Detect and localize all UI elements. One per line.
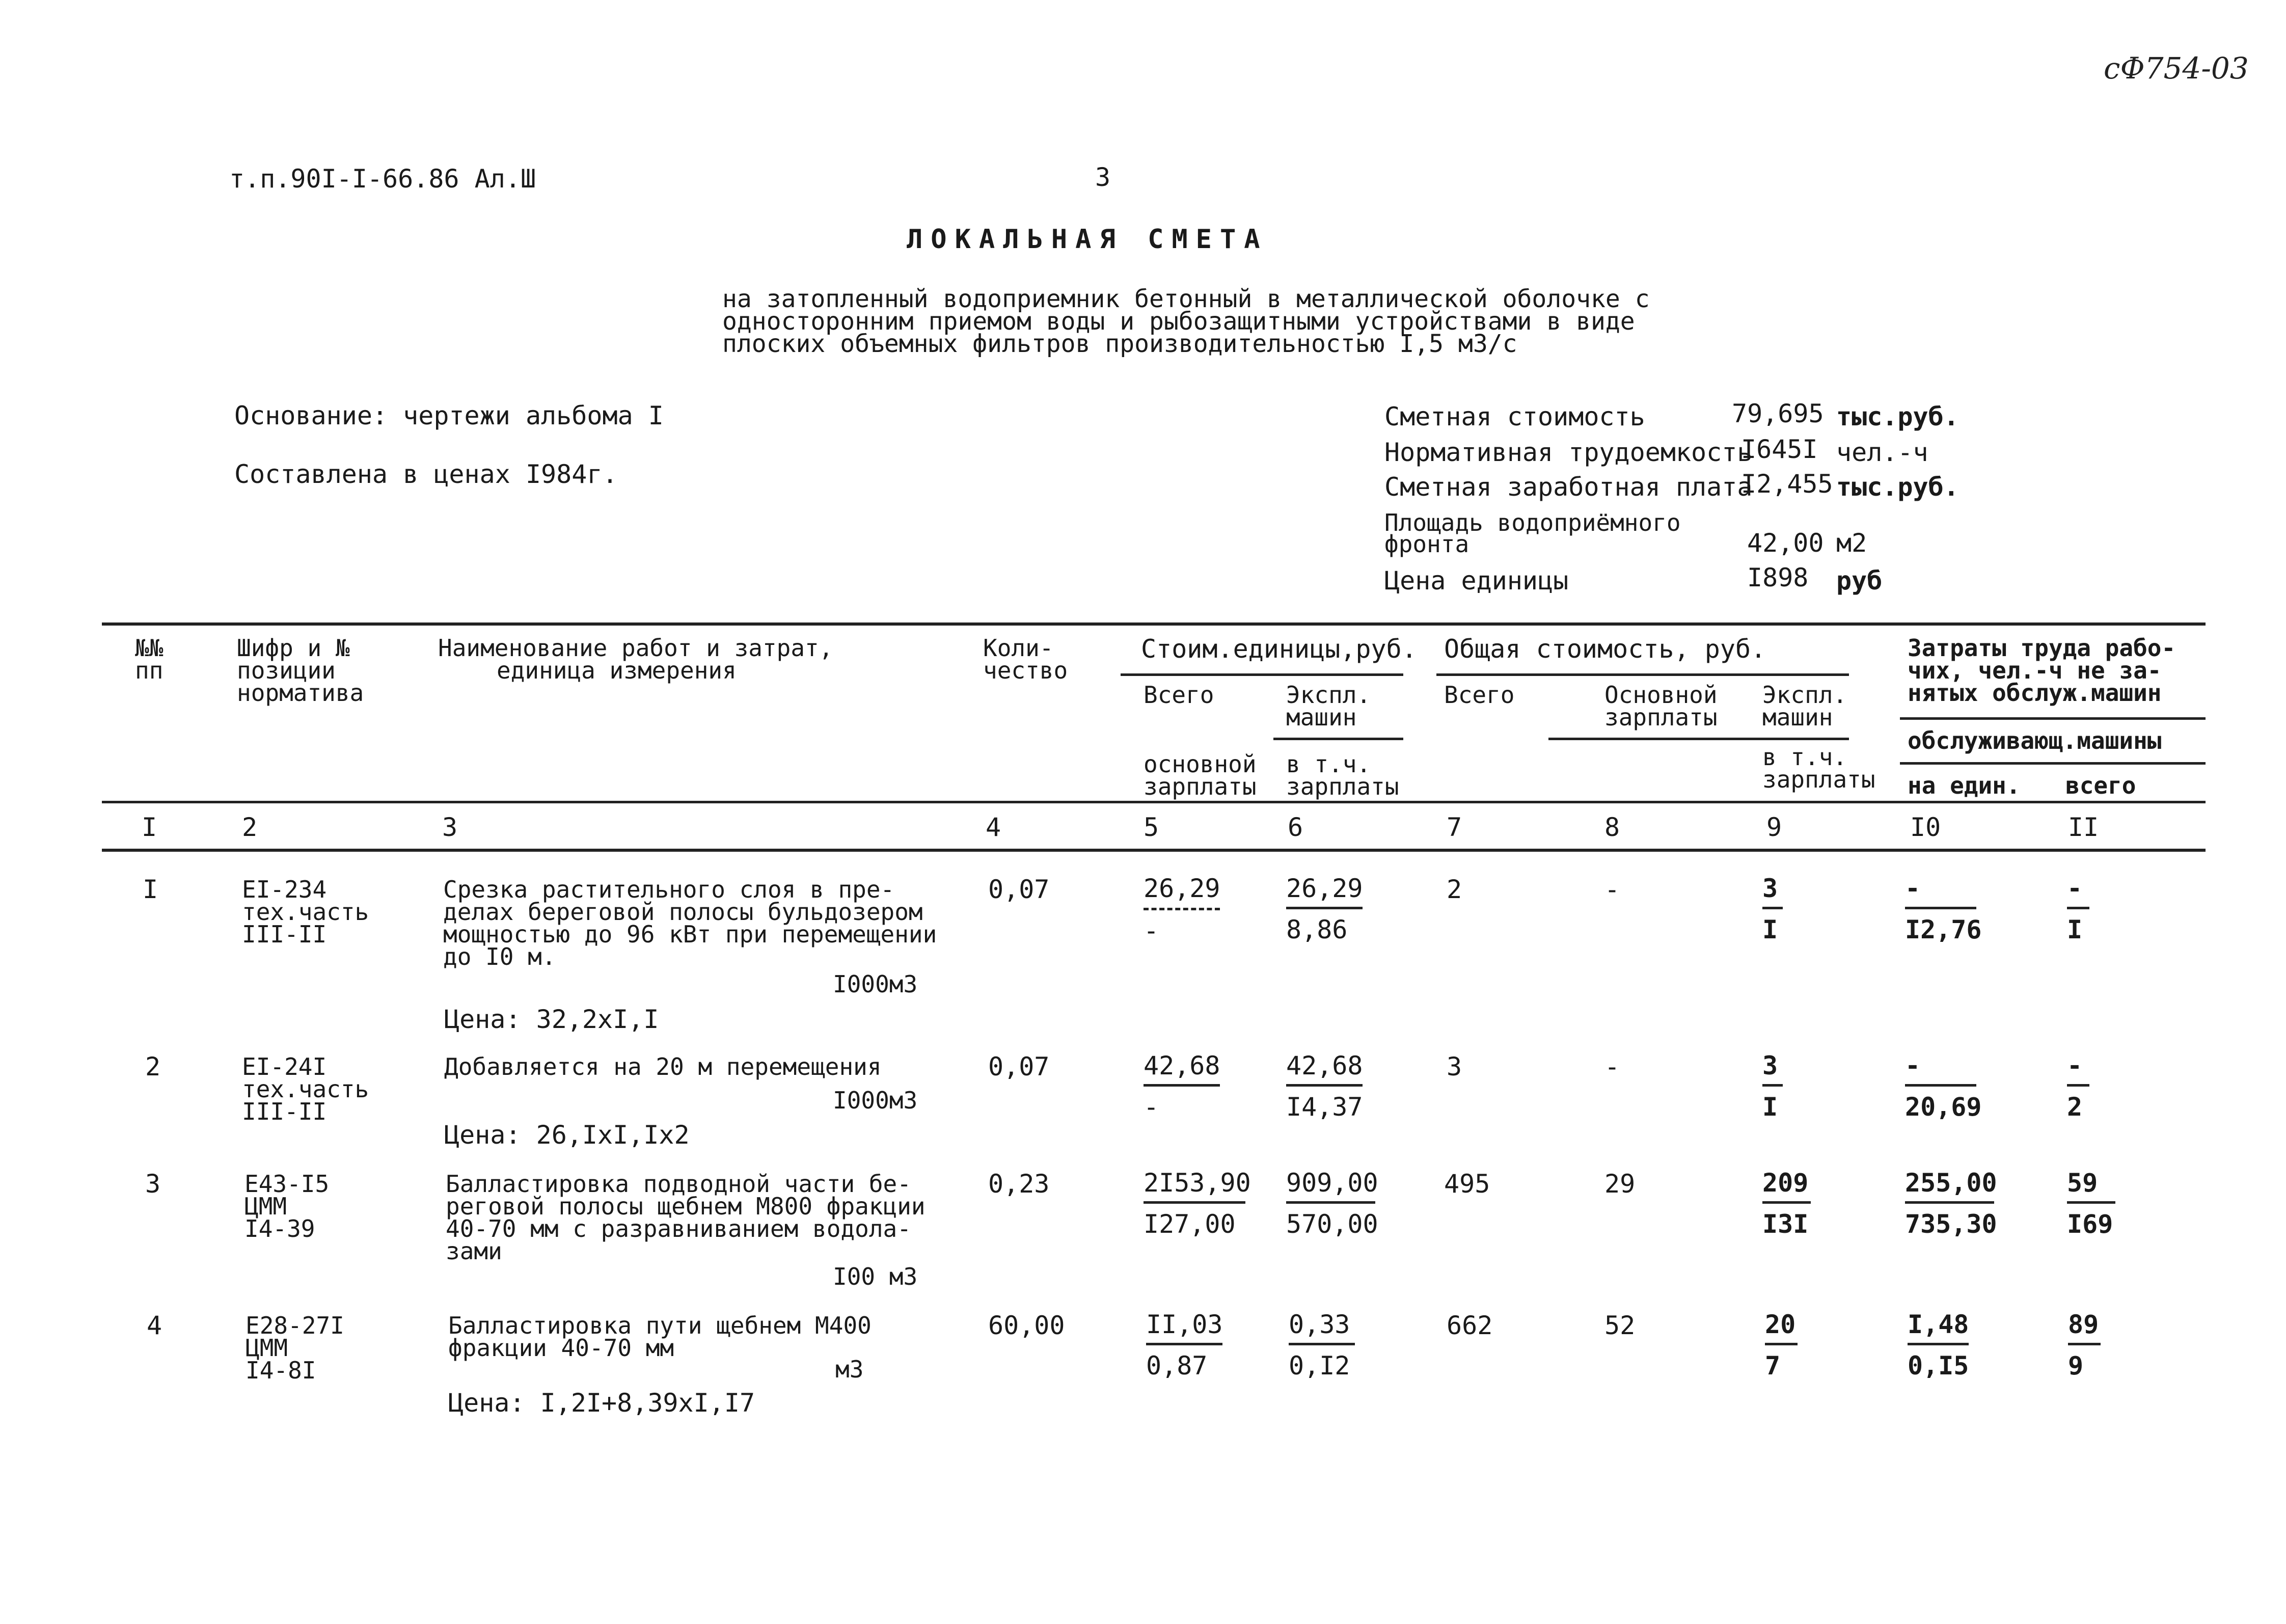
name-line: 40-70 мм с разравниванием водола- bbox=[446, 1215, 911, 1242]
row-unit: I000м3 bbox=[833, 1087, 918, 1114]
labor-per-unit-fraction bbox=[1905, 874, 1982, 944]
header-subrule bbox=[1121, 673, 1403, 676]
summary-label: фронта bbox=[1384, 530, 1469, 558]
fraction-bar bbox=[1286, 907, 1363, 909]
fraction-dash bbox=[1144, 908, 1220, 910]
fraction-bar bbox=[1286, 1084, 1363, 1087]
summary-value: I645I bbox=[1741, 435, 1818, 464]
header-text: зарплаты bbox=[1286, 773, 1399, 800]
code-line: E28-27I bbox=[246, 1312, 344, 1339]
unit-wage: I27,00 bbox=[1144, 1209, 1236, 1239]
total-machines-fraction bbox=[1762, 1052, 1783, 1120]
header-col-name bbox=[438, 634, 833, 684]
unit-machines: 0,33 bbox=[1289, 1310, 1350, 1339]
total-machines: 3 bbox=[1762, 1051, 1778, 1080]
labor-total-top: 59 bbox=[2067, 1168, 2098, 1198]
unit-wage: 0,87 bbox=[1146, 1351, 1208, 1381]
row-number: 4 bbox=[147, 1311, 162, 1340]
archive-stamp: сФ754-03 bbox=[2104, 51, 2249, 86]
unit-machines-wage: 0,I2 bbox=[1289, 1351, 1350, 1381]
document-reference: т.п.90I-I-66.86 Ал.Ш bbox=[229, 164, 536, 194]
unit-cost-fraction bbox=[1144, 1168, 1251, 1239]
labor-total-bottom: I69 bbox=[2067, 1209, 2113, 1239]
total-machines-fraction bbox=[1762, 1170, 1811, 1237]
code-line: I4-8I bbox=[246, 1357, 316, 1384]
summary-label: Цена единицы bbox=[1384, 566, 1569, 596]
labor-total-fraction bbox=[2067, 875, 2089, 943]
column-numbers-rule bbox=[102, 849, 2206, 852]
unit-cost-fraction bbox=[1146, 1311, 1222, 1379]
header-text: Основной bbox=[1604, 681, 1718, 709]
header-text: №№ bbox=[135, 634, 164, 662]
row-price: Цена: 32,2xI,I bbox=[444, 1005, 659, 1034]
header-text: в т.ч. bbox=[1286, 750, 1371, 778]
header-total-all: Всего bbox=[1444, 681, 1515, 709]
row-code bbox=[246, 1314, 344, 1382]
header-labor-per-unit: на един. bbox=[1908, 772, 2021, 799]
name-line: до I0 м. bbox=[443, 943, 556, 970]
fraction-bar bbox=[2067, 1084, 2089, 1087]
header-text: нятых обслуж.машин bbox=[1908, 679, 2162, 707]
labor-total-fraction bbox=[2068, 1311, 2101, 1379]
column-number: I bbox=[142, 813, 157, 842]
code-line: E43-I5 bbox=[244, 1170, 330, 1198]
header-col-code bbox=[237, 634, 364, 707]
header-text: Коли- bbox=[983, 634, 1054, 662]
summary-unit: руб bbox=[1836, 566, 1883, 596]
summary-unit: чел.-ч bbox=[1836, 438, 1928, 467]
unit-machines: 42,68 bbox=[1286, 1051, 1363, 1080]
unit-machines-fraction bbox=[1286, 1168, 1378, 1239]
total-machines: 20 bbox=[1765, 1310, 1796, 1339]
row-price: Цена: 26,IxI,Ix2 bbox=[444, 1120, 690, 1150]
header-subrule bbox=[1548, 738, 1849, 740]
column-number: 4 bbox=[986, 813, 1001, 842]
column-number: 5 bbox=[1144, 813, 1159, 842]
summary-unit: тыс.руб. bbox=[1836, 472, 1959, 502]
prices-year-text: Составлена в ценах I984г. bbox=[234, 459, 618, 489]
unit-wage: - bbox=[1144, 1092, 1159, 1122]
header-text: норматива bbox=[237, 679, 364, 707]
header-unit-cost: Стоим.единицы,руб. bbox=[1141, 634, 1417, 664]
header-text: зарплаты bbox=[1762, 766, 1875, 793]
header-text: зарплаты bbox=[1144, 773, 1257, 800]
fraction-bar bbox=[1908, 1343, 1969, 1345]
row-quantity: 60,00 bbox=[988, 1311, 1065, 1340]
fraction-bar bbox=[1144, 1201, 1245, 1204]
total-machines: 209 bbox=[1762, 1168, 1809, 1198]
labor-total-bottom: 9 bbox=[2068, 1351, 2084, 1381]
header-labor-total: всего bbox=[2065, 772, 2136, 799]
header-text: позиции bbox=[237, 657, 336, 684]
header-text: пп bbox=[135, 657, 164, 684]
unit-machines: 909,00 bbox=[1286, 1168, 1378, 1198]
row-name bbox=[446, 1170, 926, 1265]
unit-machines-wage: 570,00 bbox=[1286, 1209, 1378, 1239]
summary-label: Сметная стоимость bbox=[1384, 402, 1645, 431]
column-number: 2 bbox=[242, 813, 258, 842]
name-line: Балластировка подводной части бе- bbox=[446, 1170, 911, 1198]
fraction-bar bbox=[1905, 1201, 1994, 1204]
header-subrule bbox=[1900, 717, 2206, 720]
labor-per-unit-top: - bbox=[1905, 1051, 1921, 1080]
unit-machines-fraction bbox=[1289, 1311, 1355, 1379]
row-price: Цена: I,2I+8,39xI,I7 bbox=[448, 1388, 755, 1418]
row-unit: I000м3 bbox=[833, 970, 918, 998]
total-all: 3 bbox=[1447, 1052, 1462, 1081]
summary-value: 79,695 bbox=[1732, 399, 1824, 428]
row-name bbox=[448, 1312, 872, 1362]
row-quantity: 0,07 bbox=[988, 1052, 1050, 1081]
labor-per-unit-bottom: 0,I5 bbox=[1908, 1351, 1969, 1381]
name-line: фракции 40-70 мм bbox=[448, 1334, 674, 1362]
unit-machines-wage: 8,86 bbox=[1286, 915, 1348, 944]
row-name bbox=[443, 878, 937, 968]
header-labor bbox=[1908, 634, 2176, 707]
row-number: I bbox=[143, 875, 158, 904]
header-unit-total: Всего bbox=[1144, 681, 1214, 709]
header-text: чих, чел.-ч не за- bbox=[1908, 657, 2162, 684]
row-code bbox=[242, 876, 369, 948]
header-total-wage bbox=[1604, 681, 1718, 731]
name-line: Добавляется на 20 м перемещения bbox=[444, 1053, 882, 1080]
column-number: II bbox=[2068, 813, 2099, 842]
total-all: 662 bbox=[1447, 1311, 1493, 1340]
row-unit: м3 bbox=[835, 1356, 864, 1383]
summary-unit: м2 bbox=[1836, 528, 1867, 558]
header-subrule bbox=[1900, 762, 2206, 765]
total-machines-fraction bbox=[1762, 875, 1783, 943]
fraction-bar bbox=[1905, 1084, 1976, 1087]
column-number: 6 bbox=[1288, 813, 1303, 842]
total-machines-fraction bbox=[1765, 1311, 1798, 1379]
header-text: машин bbox=[1286, 703, 1357, 731]
header-text: основной bbox=[1144, 750, 1257, 778]
unit-machines: 26,29 bbox=[1286, 874, 1363, 903]
header-subrule bbox=[1436, 673, 1849, 676]
total-all: 495 bbox=[1444, 1169, 1490, 1199]
summary-unit: тыс.руб. bbox=[1836, 402, 1959, 431]
document-subtitle bbox=[722, 285, 1650, 358]
fraction-bar bbox=[1762, 907, 1783, 909]
header-col-quantity bbox=[983, 634, 1068, 684]
header-col-number bbox=[135, 634, 164, 684]
unit-total: 26,29 bbox=[1144, 874, 1220, 903]
name-line: зами bbox=[446, 1237, 502, 1265]
name-line: Срезка растительного слоя в пре- bbox=[443, 876, 895, 903]
labor-per-unit-fraction bbox=[1908, 1311, 1969, 1379]
summary-value: I898 bbox=[1747, 563, 1809, 592]
total-all: 2 bbox=[1447, 875, 1462, 904]
header-subrule bbox=[1273, 738, 1403, 740]
labor-per-unit-bottom: I2,76 bbox=[1905, 915, 1982, 944]
header-unit-incl-wage bbox=[1286, 750, 1399, 800]
fraction-bar bbox=[1146, 1343, 1222, 1345]
labor-per-unit-top: I,48 bbox=[1908, 1310, 1969, 1339]
name-line: Балластировка пути щебнем М400 bbox=[448, 1312, 872, 1339]
header-total-cost: Общая стоимость, руб. bbox=[1444, 634, 1766, 664]
labor-per-unit-bottom: 735,30 bbox=[1905, 1209, 1997, 1239]
subtitle-line: односторонним приемом воды и рыбозащитными устройствами в виде bbox=[722, 307, 1635, 336]
header-text: единица измерения bbox=[497, 657, 737, 684]
row-quantity: 0,07 bbox=[988, 875, 1050, 904]
subtitle-line: плоских объемных фильтров производительностью I,5 м3/с bbox=[722, 330, 1517, 358]
header-text: Экспл. bbox=[1286, 681, 1371, 709]
labor-per-unit-bottom: 20,69 bbox=[1905, 1092, 1982, 1122]
fraction-bar bbox=[1765, 1343, 1798, 1345]
labor-total-top: - bbox=[2067, 874, 2083, 903]
code-line: тех.часть bbox=[242, 1075, 369, 1103]
summary-label: Нормативная трудоемкость bbox=[1384, 438, 1753, 467]
labor-total-top: 89 bbox=[2068, 1310, 2099, 1339]
fraction-bar bbox=[1762, 1201, 1811, 1204]
page-number: 3 bbox=[1095, 163, 1111, 192]
labor-total-bottom: 2 bbox=[2067, 1092, 2083, 1122]
header-text: зарплаты bbox=[1604, 703, 1718, 731]
row-unit: I00 м3 bbox=[833, 1263, 918, 1290]
code-line: тех.часть bbox=[242, 898, 369, 926]
code-line: ЦММ bbox=[246, 1334, 288, 1362]
labor-per-unit-fraction bbox=[1905, 1168, 1997, 1239]
unit-machines-fraction bbox=[1286, 1052, 1363, 1120]
code-line: ЦММ bbox=[244, 1193, 287, 1220]
total-wage: - bbox=[1604, 1052, 1620, 1081]
labor-per-unit-top: - bbox=[1905, 874, 1921, 903]
total-wage: 52 bbox=[1604, 1311, 1636, 1340]
fraction-bar bbox=[1762, 1084, 1783, 1087]
total-wage: 29 bbox=[1604, 1169, 1636, 1199]
row-number: 2 bbox=[145, 1052, 161, 1081]
name-line: мощностью до 96 кВт при перемещении bbox=[443, 921, 937, 948]
fraction-bar bbox=[2068, 1343, 2101, 1345]
code-line: III-II bbox=[242, 921, 327, 948]
unit-total: 42,68 bbox=[1144, 1051, 1220, 1080]
header-text: в т.ч. bbox=[1762, 743, 1847, 771]
unit-machines-wage: I4,37 bbox=[1286, 1092, 1363, 1122]
labor-total-bottom: I bbox=[2067, 915, 2083, 944]
total-wage: - bbox=[1604, 875, 1620, 904]
column-number: 9 bbox=[1766, 813, 1782, 842]
summary-value: I2,455 bbox=[1741, 469, 1833, 499]
header-text: Экспл. bbox=[1762, 681, 1847, 709]
column-number: I0 bbox=[1910, 813, 1941, 842]
fraction-bar bbox=[1144, 1084, 1220, 1087]
labor-total-fraction bbox=[2067, 1052, 2089, 1120]
labor-total-fraction bbox=[2067, 1170, 2115, 1237]
labor-per-unit-fraction bbox=[1905, 1051, 1982, 1122]
fraction-bar bbox=[1905, 907, 1976, 909]
row-quantity: 0,23 bbox=[988, 1169, 1050, 1199]
code-line: I4-39 bbox=[244, 1215, 315, 1242]
unit-total: 2I53,90 bbox=[1144, 1168, 1251, 1198]
header-text: Затраты труда рабо- bbox=[1908, 634, 2176, 662]
header-total-incl-wage bbox=[1762, 743, 1875, 793]
document-title: ЛОКАЛЬНАЯ СМЕТА bbox=[907, 224, 1268, 255]
column-number: 3 bbox=[442, 813, 458, 842]
summary-label: Сметная заработная плата bbox=[1384, 472, 1753, 502]
header-text: машин bbox=[1762, 703, 1833, 731]
total-machines-wage: 7 bbox=[1765, 1351, 1781, 1381]
summary-value: 42,00 bbox=[1747, 528, 1824, 558]
header-unit-machines bbox=[1286, 681, 1371, 731]
table-top-rule bbox=[102, 622, 2206, 626]
row-number: 3 bbox=[145, 1169, 161, 1199]
labor-total-top: - bbox=[2067, 1051, 2083, 1080]
column-number: 8 bbox=[1604, 813, 1620, 842]
header-labor-serving: обслуживающ.машины bbox=[1908, 727, 2162, 754]
column-number: 7 bbox=[1447, 813, 1462, 842]
row-code bbox=[242, 1055, 369, 1123]
summary-label: Площадь водоприёмного bbox=[1384, 509, 1681, 536]
header-text: Наименование работ и затрат, bbox=[438, 634, 833, 662]
fraction-bar bbox=[2067, 907, 2089, 909]
code-line: EI-234 bbox=[242, 876, 327, 903]
basis-text: Основание: чертежи альбома I bbox=[234, 401, 664, 430]
total-machines: 3 bbox=[1762, 874, 1778, 903]
header-bottom-rule bbox=[102, 801, 2206, 803]
name-line: реговой полосы щебнем М800 фракции bbox=[446, 1193, 926, 1220]
unit-cost-fraction bbox=[1144, 875, 1220, 944]
unit-wage: - bbox=[1144, 916, 1159, 945]
name-line: делах береговой полосы бульдозером bbox=[443, 898, 923, 926]
subtitle-line: на затопленный водоприемник бетонный в металлической оболочке с bbox=[722, 285, 1650, 313]
unit-machines-fraction bbox=[1286, 875, 1363, 943]
total-machines-wage: I3I bbox=[1762, 1209, 1809, 1239]
labor-per-unit-top: 255,00 bbox=[1905, 1168, 1997, 1198]
fraction-bar bbox=[2067, 1201, 2115, 1204]
code-line: EI-24I bbox=[242, 1053, 327, 1080]
unit-cost-fraction bbox=[1144, 1052, 1220, 1120]
header-text: чество bbox=[983, 657, 1068, 684]
unit-total: II,03 bbox=[1146, 1310, 1223, 1339]
fraction-bar bbox=[1289, 1343, 1355, 1345]
row-name bbox=[444, 1055, 882, 1078]
header-total-machines bbox=[1762, 681, 1847, 731]
total-machines-wage: I bbox=[1762, 915, 1778, 944]
total-machines-wage: I bbox=[1762, 1092, 1778, 1122]
row-code bbox=[244, 1170, 330, 1242]
code-line: III-II bbox=[242, 1098, 327, 1125]
header-unit-wage bbox=[1144, 750, 1257, 800]
fraction-bar bbox=[1286, 1201, 1375, 1204]
header-text: Шифр и № bbox=[237, 634, 350, 662]
